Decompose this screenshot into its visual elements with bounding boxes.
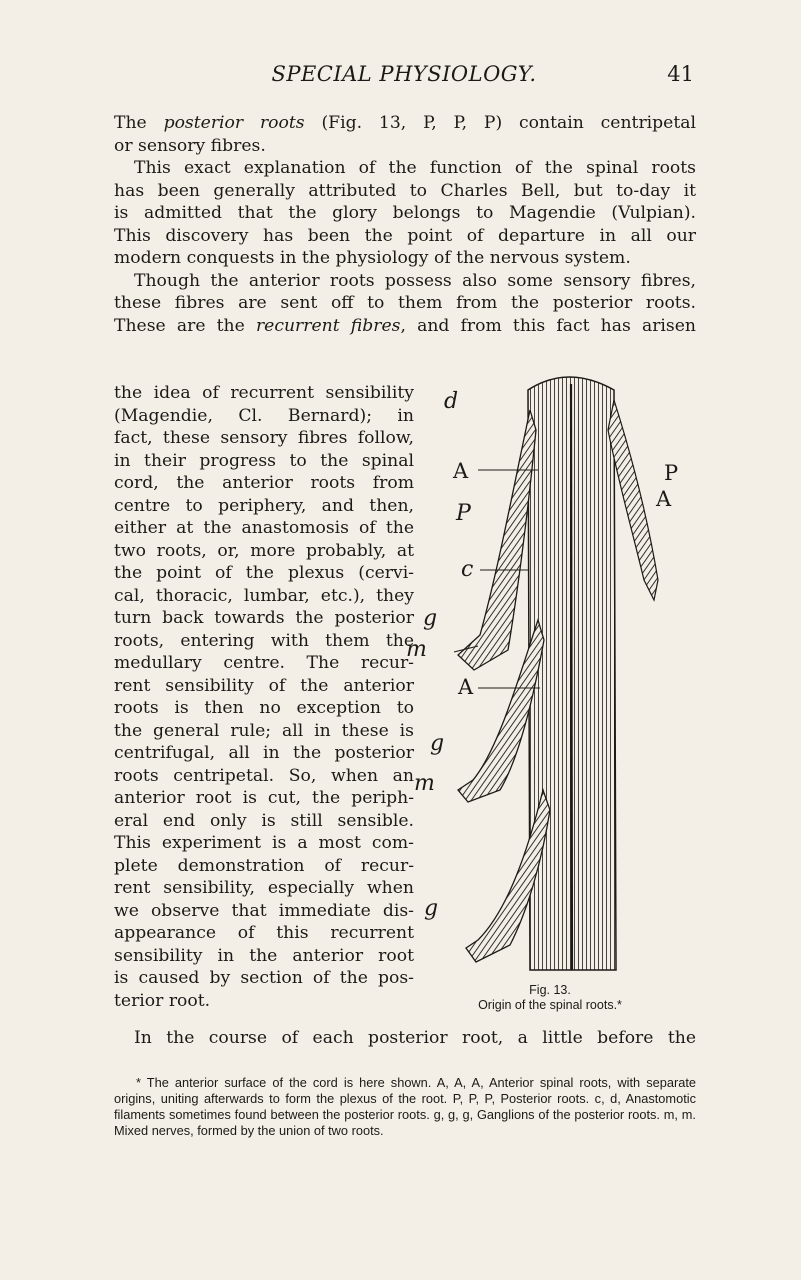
body-paragraphs-top (114, 112, 696, 337)
text-line: roots, entering with them the (114, 630, 414, 651)
text-line: two roots, or, more probably, at (114, 540, 414, 561)
text-line: This experiment is a most com- (114, 833, 414, 853)
text-line: the idea of recurrent sensibility (114, 383, 414, 403)
text-line: This discovery has been the point of departure in all our (114, 225, 696, 246)
text-line: the general rule; all in these is (114, 720, 414, 741)
text-line: or sensory fibres. (114, 135, 266, 156)
text-line: rent sensibility of the anterior (114, 675, 414, 696)
text-line: fact, these sensory fibres follow, (114, 428, 414, 448)
figure-label-g1: g (423, 606, 438, 631)
figure-label-a2: A (458, 675, 474, 699)
text-line: these fibres are sent off to them from the posterior roots. (114, 293, 696, 313)
text-line: either at the anastomosis of the (114, 518, 414, 538)
body-paragraph-bottom (114, 1027, 696, 1050)
text-line: appearance of this recurrent (114, 923, 414, 943)
text-line: we observe that immediate dis- (114, 900, 414, 921)
figure-label-a1: A (453, 459, 469, 483)
text-line: sensibility in the anterior root (114, 945, 414, 966)
text-line: the point of the plexus (cervi- (114, 563, 414, 583)
figure-spinal-roots (406, 370, 718, 1000)
text-line: centre to periphery, and then, (114, 495, 414, 516)
text-line: medullary centre. The recur- (114, 653, 414, 673)
figure-label-g3: g (424, 896, 439, 921)
footnote (114, 1075, 696, 1139)
body-paragraph-narrow (114, 382, 414, 1012)
figure-label-g2: g (430, 731, 445, 756)
figure-label-m2: m (414, 771, 435, 796)
figure-caption (420, 983, 680, 1013)
text-line: This exact explanation of the function of the spinal roots (134, 158, 696, 178)
text-line: These are the recurrent fibres, and from this fact has arisen (114, 315, 696, 336)
figure-label-m1: m (406, 637, 427, 662)
text-line: Though the anterior roots possess also some sensory fibres, (134, 270, 696, 291)
text-line: roots centripetal. So, when an (114, 765, 414, 786)
figure-number: Fig. 13. (529, 983, 571, 997)
text-line: in their progress to the spinal (114, 450, 414, 471)
text-line: rent sensibility, especially when (114, 878, 414, 898)
text-line: is caused by section of the pos- (114, 968, 414, 988)
text-line: The posterior roots (Fig. 13, P, P, P) contain centripetal (114, 113, 696, 133)
figure-label-c: c (461, 557, 474, 582)
text-line: turn back towards the posterior (114, 608, 414, 628)
text-line: has been generally attributed to Charles Bell, but to-day it (114, 180, 696, 201)
figure-label-p2: P (664, 461, 679, 485)
text-line: centrifugal, all in the posterior (114, 743, 414, 763)
page-header (114, 62, 694, 98)
figure-title: Origin of the spinal roots.* (478, 998, 622, 1012)
text-line: cord, the anterior roots from (114, 473, 414, 493)
text-line: anterior root is cut, the periph- (114, 788, 414, 808)
text-line: cal, thoracic, lumbar, etc.), they (114, 585, 414, 606)
text-line: is admitted that the glory belongs to Magendie (Vulpian). (114, 203, 696, 223)
text-line: modern conquests in the physiology of the nervous system. (114, 248, 631, 268)
text-line: eral end only is still sensible. (114, 810, 414, 831)
figure-label-d: d (444, 389, 459, 414)
footnote-text: * The anterior surface of the cord is here shown. A, A, A, Anterior spinal roots, with separate origins, uniting afterwards to form the plexus of the root. P, P, P, Posterior roots. c, d, Anastomotic filaments sometimes found between the posterior roots. g, g, g, Ganglions of the posterior roots. m, m. Mixed nerves, formed by the union of two roots. (114, 1075, 696, 1138)
text-line: roots is then no exception to (114, 698, 414, 718)
text-line: (Magendie, Cl. Bernard); in (114, 405, 414, 426)
page-number: 41 (667, 62, 694, 86)
running-title: SPECIAL PHYSIOLOGY. (271, 62, 537, 86)
text-line: In the course of each posterior root, a little before the (134, 1028, 696, 1048)
text-line: plete demonstration of recur- (114, 855, 414, 876)
figure-label-p1: P (456, 501, 471, 526)
figure-label-a3: A (656, 487, 672, 511)
spinal-cord-illustration (406, 370, 718, 980)
text-line: terior root. (114, 990, 211, 1011)
